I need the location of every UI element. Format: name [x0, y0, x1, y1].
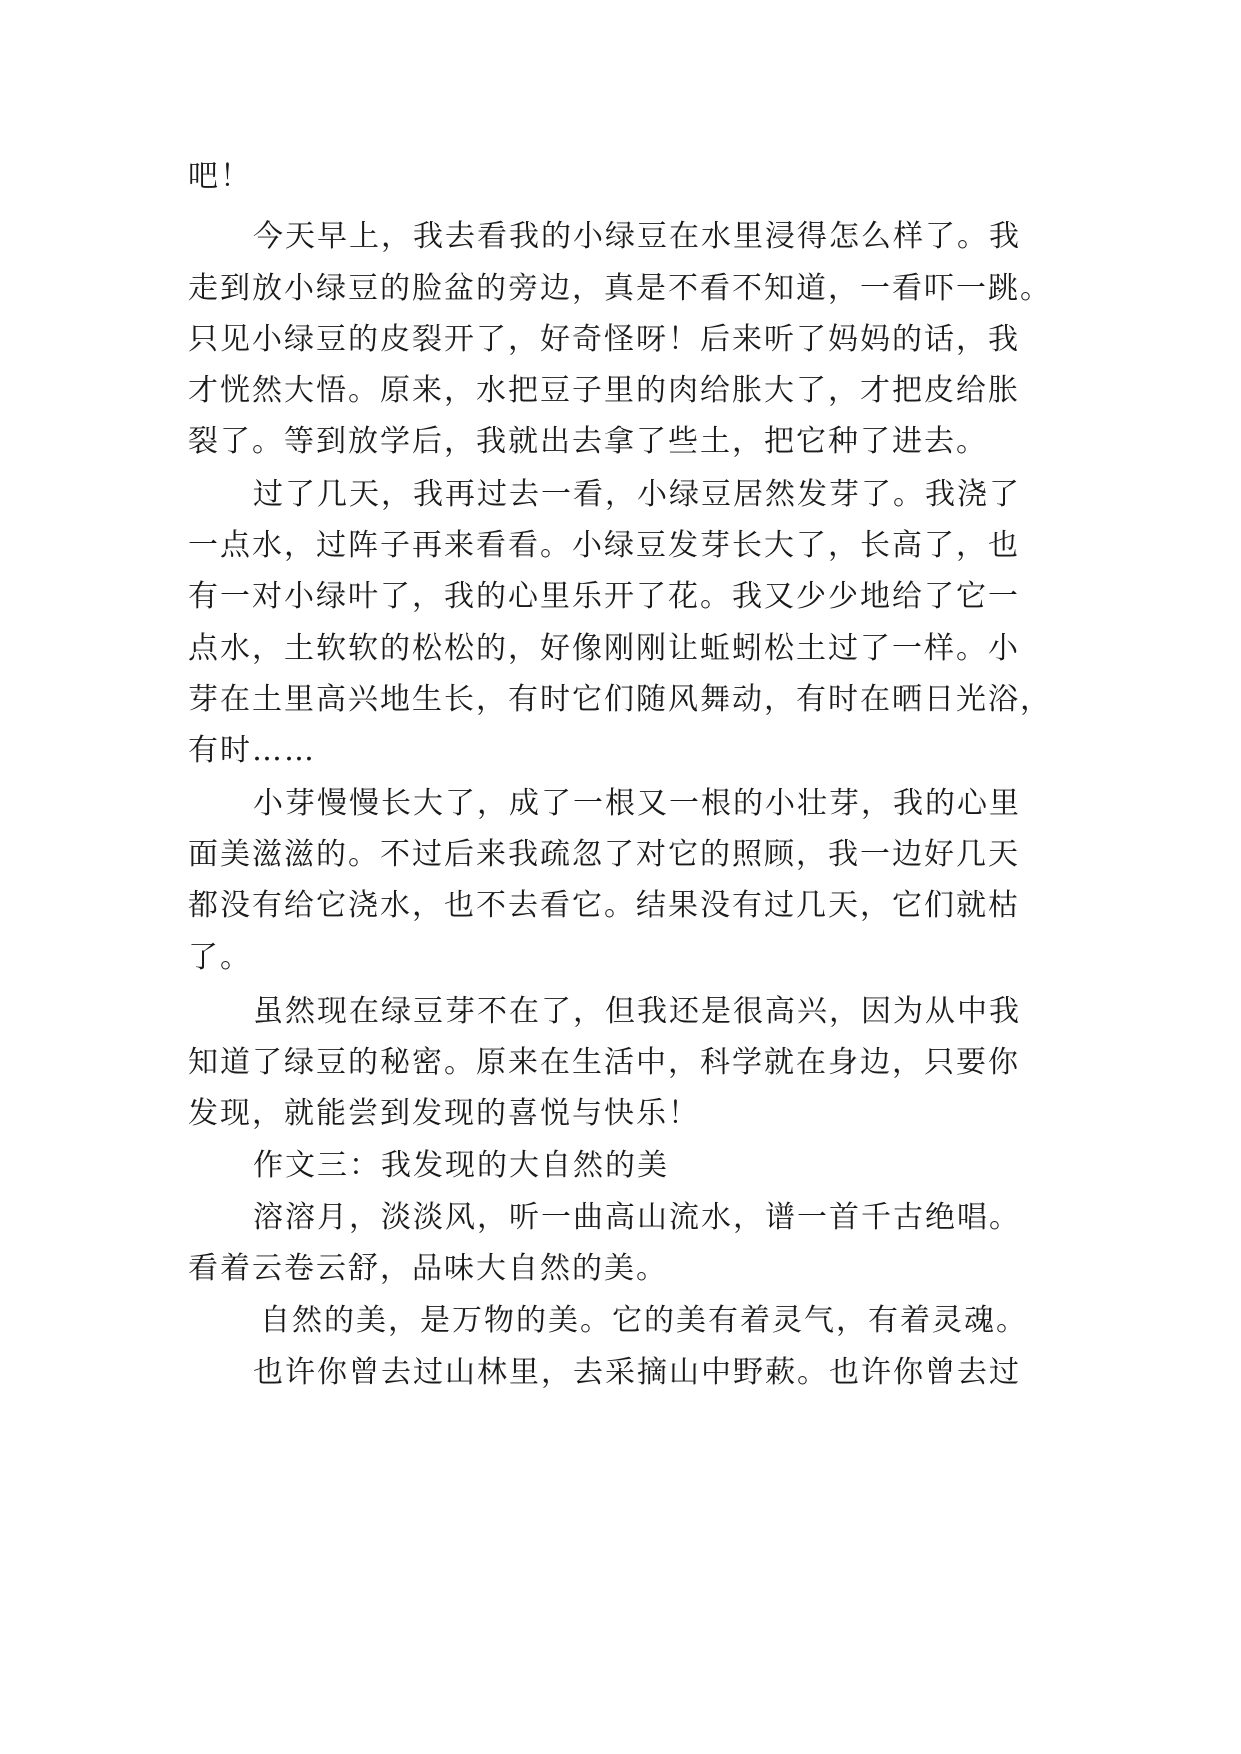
text-line: 有一对小绿叶了，我的心里乐开了花。我又少少地给了它一: [188, 579, 1020, 614]
paragraph-start: 溶溶月，淡淡风，听一曲高山流水，谱一首千古绝唱。: [253, 1200, 1021, 1235]
text-line: 只见小绿豆的皮裂开了，好奇怪呀！后来听了妈妈的话，我: [188, 322, 1020, 357]
paragraph-start: 小芽慢慢长大了，成了一根又一根的小壮芽，我的心里: [253, 786, 1021, 821]
text-line: 芽在土里高兴地生长，有时它们随风舞动，有时在晒日光浴，: [188, 682, 1052, 717]
text-line: 知道了绿豆的秘密。原来在生活中，科学就在身边，只要你: [188, 1045, 1020, 1080]
text-line: 走到放小绿豆的脸盆的旁边，真是不看不知道，一看吓一跳。: [188, 271, 1052, 306]
text-line: 吧！: [188, 159, 252, 194]
paragraph-start: 虽然现在绿豆芽不在了，但我还是很高兴，因为从中我: [253, 994, 1021, 1029]
text-line: 有时……: [188, 733, 316, 768]
text-line: 了。: [188, 940, 252, 975]
section-heading: 作文三：我发现的大自然的美: [253, 1148, 669, 1183]
paragraph-start: 今天早上，我去看我的小绿豆在水里浸得怎么样了。我: [253, 219, 1021, 254]
paragraph-start: 自然的美，是万物的美。它的美有着灵气，有着灵魂。: [260, 1303, 1028, 1338]
text-line: 才恍然大悟。原来，水把豆子里的肉给胀大了，才把皮给胀: [188, 373, 1020, 408]
text-line: 面美滋滋的。不过后来我疏忽了对它的照顾，我一边好几天: [188, 837, 1020, 872]
text-line: 发现，就能尝到发现的喜悦与快乐！: [188, 1096, 700, 1131]
text-line: 一点水，过阵子再来看看。小绿豆发芽长大了，长高了，也: [188, 528, 1020, 563]
paragraph-start: 也许你曾去过山林里，去采摘山中野蔌。也许你曾去过: [253, 1355, 1021, 1390]
text-line: 点水，土软软的松松的，好像刚刚让蚯蚓松土过了一样。小: [188, 631, 1020, 666]
text-line: 看着云卷云舒，品味大自然的美。: [188, 1251, 668, 1286]
paragraph-start: 过了几天，我再过去一看，小绿豆居然发芽了。我浇了: [253, 477, 1021, 512]
text-line: 都没有给它浇水，也不去看它。结果没有过几天，它们就枯: [188, 888, 1020, 923]
text-line: 裂了。等到放学后，我就出去拿了些土，把它种了进去。: [188, 424, 988, 459]
